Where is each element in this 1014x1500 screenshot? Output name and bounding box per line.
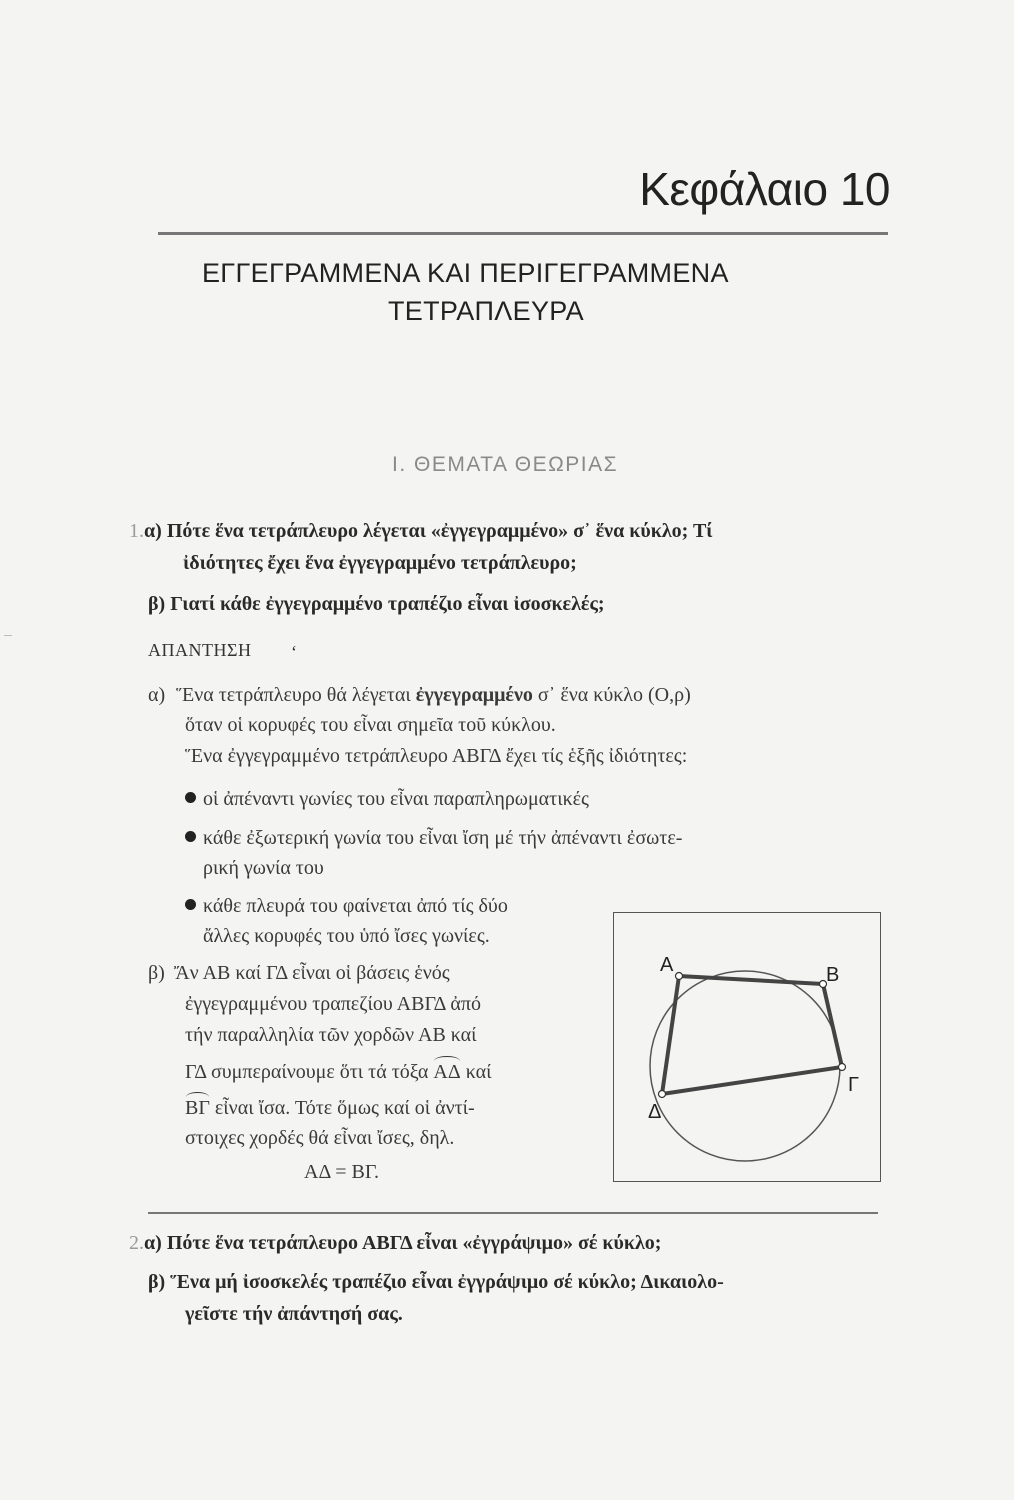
arc-AD: ΑΔ [433, 1061, 461, 1083]
question-2a-label: α) [144, 1232, 162, 1254]
vertex-D-label: Δ [648, 1101, 662, 1123]
property-bullet-1 [185, 788, 589, 811]
question-2b-text-1: Ἕνα μή ἰσοσκελές τραπέζιο εἶναι ἐγγράψιμο σέ κύκλο; Δικαιολο- [170, 1271, 724, 1293]
chapter-title: Κεφάλαιο 10 [639, 163, 890, 215]
figure-cyclic-quadrilateral [613, 912, 881, 1182]
section-heading: Ι. ΘΕΜΑΤΑ ΘΕΩΡΙΑΣ [392, 453, 619, 476]
main-title-line-1: ΕΓΓΕΓΡΑΜΜΕΝΑ ΚΑΙ ΠΕΡΙΓΕΓΡΑΜΜΕΝΑ [202, 258, 729, 288]
vertex-D-point [659, 1091, 666, 1098]
question-1a-text-1: Πότε ἕνα τετράπλευρο λέγεται «ἐγγεγραμμένο» σ᾽ ἕνα κύκλο; Τί [166, 520, 713, 542]
question-2b-text-2: γεῖστε τήν ἀπάντησή σας. [185, 1303, 403, 1325]
question-1b-label: β) [148, 593, 166, 615]
answer-a-text-post: σ᾽ ἕνα κύκλο (Ο,ρ) [532, 684, 691, 706]
property-3-text: κάθε πλευρά του φαίνεται ἀπό τίς δύο [203, 895, 508, 917]
answer-b-line-5 [185, 1097, 475, 1120]
figure-drawing [614, 913, 882, 1183]
question-1b-text: Γιατί κάθε ἐγγεγραμμένο τραπέζιο εἶναι ἰσοσκελές; [170, 593, 605, 615]
answer-b-label: β) [148, 962, 165, 984]
question-1-number: 1. [129, 520, 144, 542]
answer-b-line-2: ἐγγεγραμμένου τραπεζίου ΑΒΓΔ ἀπό [185, 993, 481, 1015]
answer-a-line-2: ὅταν οἱ κορυφές του εἶναι σημεῖα τοῦ κύκλου. [185, 714, 556, 736]
answer-b-line-4 [185, 1061, 491, 1084]
property-2-text: κάθε ἐξωτερική γωνία του εἶναι ἴση μέ τήν ἀπέναντι ἐσωτε- [203, 827, 683, 849]
question-1b [148, 593, 605, 616]
question-2a [129, 1232, 661, 1255]
answer-b-conclusion: ΑΔ = ΒΓ. [304, 1161, 379, 1183]
property-bullet-2 [185, 827, 682, 850]
quadrilateral-ABGD [662, 976, 842, 1094]
bullet-icon [185, 831, 196, 842]
answer-b-line-6: στοιχες χορδές θά εἶναι ἴσες, δηλ. [185, 1127, 455, 1149]
circumcircle [650, 971, 840, 1161]
question-2-number: 2. [129, 1232, 144, 1254]
answer-b-line-3: τήν παραλληλία τῶν χορδῶν ΑΒ καί [185, 1024, 477, 1046]
arc-BG: ΒΓ [185, 1097, 210, 1119]
answer-b-line-1 [148, 962, 450, 985]
question-1a-text-2: ἰδιότητες ἔχει ἕνα ἐγγεγραμμένο τετράπλευρο; [183, 552, 577, 574]
question-2a-text: Πότε ἕνα τετράπλευρο ΑΒΓΔ εἶναι «ἐγγράψιμο» σέ κύκλο; [166, 1232, 662, 1254]
bullet-icon [185, 899, 196, 910]
bullet-icon [185, 792, 196, 803]
vertex-B-label: Β [826, 964, 840, 986]
question-1a-label: α) [144, 520, 162, 542]
title-divider [158, 232, 888, 235]
property-2-text-continued: ρική γωνία του [203, 857, 324, 879]
vertex-A-point [676, 973, 683, 980]
question-2b-label: β) [148, 1271, 166, 1293]
vertex-A-label: Α [660, 954, 674, 976]
property-1-text: οἱ ἀπέναντι γωνίες του εἶναι παραπληρωματικές [203, 788, 589, 810]
answer-a-line-3: Ἕνα ἐγγεγραμμένο τετράπλευρο ΑΒΓΔ ἔχει τίς ἑξῆς ἰδιότητες: [185, 745, 688, 767]
vertex-G-label: Γ [848, 1074, 860, 1096]
page-edge-mark [4, 635, 12, 636]
answer-a-label: α) [148, 684, 166, 706]
property-3-text-continued: ἄλλες κορυφές του ὑπό ἴσες γωνίες. [203, 925, 490, 947]
answer-b-text-1: Ἄν ΑΒ καί ΓΔ εἶναι οἱ βάσεις ἑνός [173, 962, 450, 984]
question-2b [148, 1271, 724, 1294]
answer-b-text-5: εἶναι ἴσα. Τότε ὅμως καί οἱ ἀντί- [209, 1097, 475, 1119]
section-divider [148, 1212, 878, 1214]
main-title-line-2: ΤΕΤΡΑΠΛΕΥΡΑ [388, 296, 584, 326]
answer-mark: ‘ [291, 642, 297, 662]
answer-label: ΑΠΑΝΤΗΣΗ [148, 640, 252, 660]
answer-a-line-1 [148, 684, 691, 707]
answer-a-text-pre: Ἕνα τετράπλευρο θά λέγεται [176, 684, 416, 706]
vertex-G-point [839, 1064, 846, 1071]
answer-a-bold-term: ἐγγεγραμμένο [415, 684, 533, 706]
property-bullet-3 [185, 895, 508, 918]
question-1-line-1 [129, 520, 713, 543]
answer-b-text-4-post: καί [460, 1061, 492, 1083]
answer-b-text-4-pre: ΓΔ συμπεραίνουμε ὅτι τά τόξα [185, 1061, 434, 1083]
